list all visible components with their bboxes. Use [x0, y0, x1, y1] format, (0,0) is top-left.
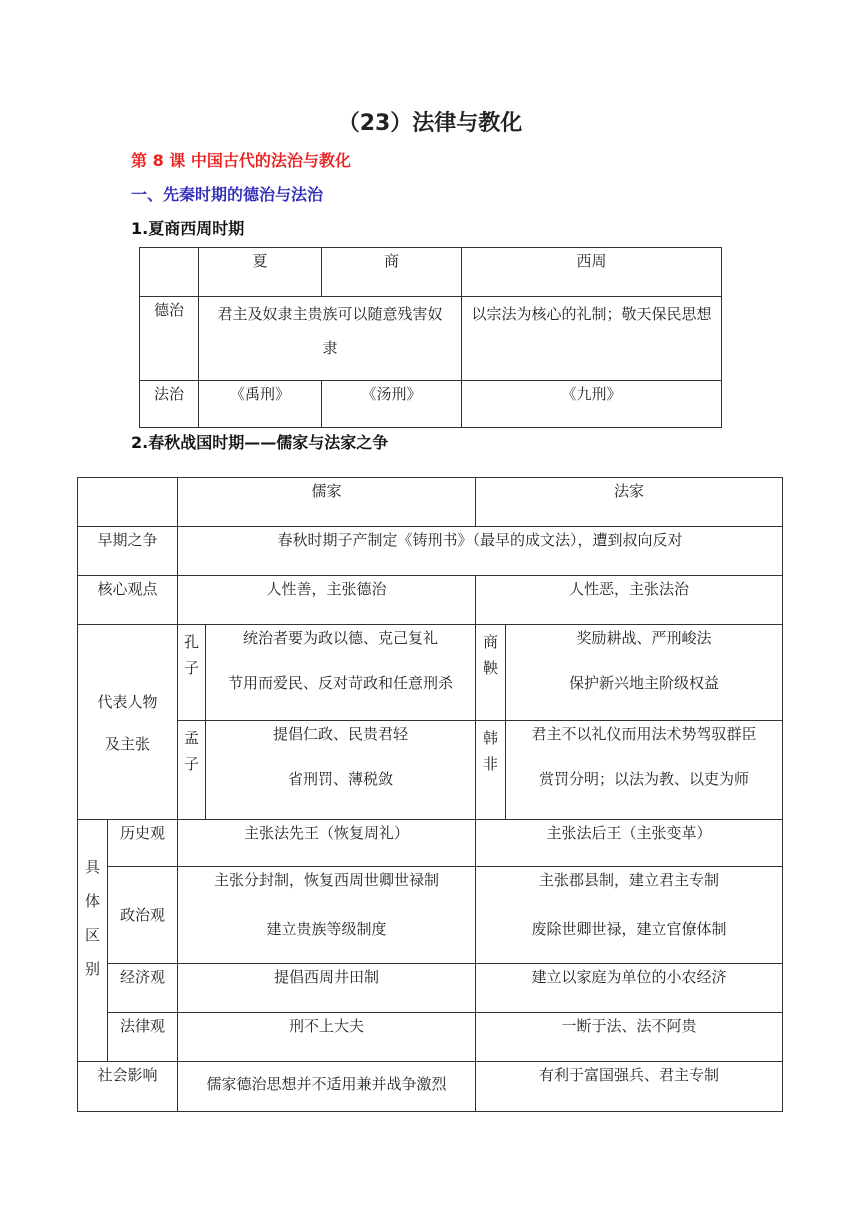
cell-early-text: 春秋时期子产制定《铸刑书》（最早的成文法），遭到叔向反对 — [177, 526, 782, 575]
cell-shangyang: 奖励耕战、严刑峻法 保护新兴地主阶级权益 — [505, 624, 782, 720]
table-corner-cell — [140, 248, 198, 296]
table-xia-shang-zhou — [139, 247, 722, 428]
header-xizhou: 西周 — [461, 248, 721, 296]
cell-politics-ru: 主张分封制，恢复西周世卿世禄制 建立贵族等级制度 — [177, 866, 475, 963]
cell-hanfei: 君主不以礼仪而用法术势驾驭群臣 赏罚分明；以法为教、以吏为师 — [505, 720, 782, 819]
cell-dezhi-xizhou: 以宗法为核心的礼制；敬天保民思想 — [461, 296, 721, 380]
cell-law-fa: 一断于法、法不阿贵 — [475, 1012, 782, 1061]
row-label-fazhi: 法治 — [140, 380, 198, 427]
reps-label-line2: 及主张 — [104, 735, 150, 753]
row-label-core: 核心观点 — [78, 575, 177, 624]
cell-fazhi-shang: 《汤刑》 — [321, 380, 461, 427]
cell-history-ru: 主张法先王（恢复周礼） — [177, 819, 475, 866]
header-fajia: 法家 — [475, 478, 782, 526]
row-label-politics: 政治观 — [107, 866, 177, 963]
header-xia: 夏 — [198, 248, 321, 296]
cell-politics-fa: 主张郡县制，建立君主专制 废除世卿世禄，建立官僚体制 — [475, 866, 782, 963]
cell-impact-fa: 有利于富国强兵、君主专制 — [475, 1061, 782, 1111]
row-label-history: 历史观 — [107, 819, 177, 866]
cell-economy-ru: 提倡西周井田制 — [177, 963, 475, 1012]
name-mengzi: 孟 子 — [177, 720, 205, 819]
cell-impact-ru: 儒家德治思想并不适用兼并战争激烈 — [177, 1061, 475, 1111]
section-heading: 一、先秦时期的德治与法治 — [131, 185, 324, 204]
cell-fazhi-xizhou: 《九刑》 — [461, 380, 721, 427]
table-corner-cell — [78, 478, 177, 526]
cell-core-ru: 人性善，主张德治 — [177, 575, 475, 624]
cell-history-fa: 主张法后王（主张变革） — [475, 819, 782, 866]
cell-mengzi: 提倡仁政、民贵君轻 省刑罚、薄税敛 — [205, 720, 475, 819]
name-shangyang: 商 鞅 — [475, 624, 505, 720]
cell-fazhi-xia: 《禹刑》 — [198, 380, 321, 427]
table-ru-fa — [77, 477, 783, 1112]
subheading-xia-shang-zhou: 1.夏商西周时期 — [131, 219, 245, 238]
name-kongzi: 孔 子 — [177, 624, 205, 720]
cell-dezhi-xia-shang: 君主及奴隶主贵族可以随意残害奴隶 — [198, 296, 461, 380]
diff-vertical-label: 具 体 区 别 — [78, 819, 107, 1061]
row-label-dezhi: 德治 — [140, 296, 198, 380]
cell-law-ru: 刑不上大夫 — [177, 1012, 475, 1061]
header-rujia: 儒家 — [177, 478, 475, 526]
lesson-heading: 第 8 课 中国古代的法治与教化 — [131, 151, 351, 170]
row-label-economy: 经济观 — [107, 963, 177, 1012]
row-label-impact: 社会影响 — [78, 1061, 177, 1111]
reps-label-line1: 代表人物 — [97, 693, 158, 711]
cell-kongzi: 统治者要为政以德、克己复礼 节用而爱民、反对苛政和任意刑杀 — [205, 624, 475, 720]
name-hanfei: 韩 非 — [475, 720, 505, 819]
cell-core-fa: 人性恶，主张法治 — [475, 575, 782, 624]
cell-economy-fa: 建立以家庭为单位的小农经济 — [475, 963, 782, 1012]
row-label-law: 法律观 — [107, 1012, 177, 1061]
header-shang: 商 — [321, 248, 461, 296]
subheading-chunqiu-zhanguo: 2.春秋战国时期——儒家与法家之争 — [131, 433, 389, 452]
row-label-early: 早期之争 — [78, 526, 177, 575]
row-label-reps — [78, 624, 177, 819]
page-title: （23）法律与教化 — [337, 111, 523, 136]
